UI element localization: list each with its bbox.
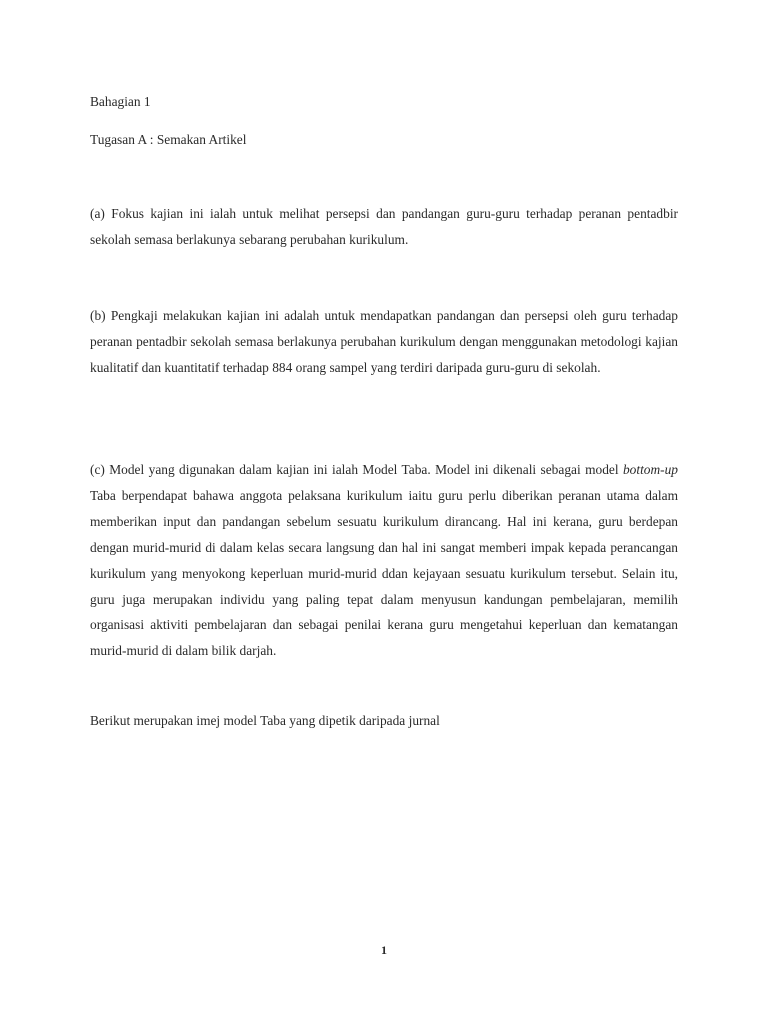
- paragraph-a: (a) Fokus kajian ini ialah untuk melihat persepsi dan pandangan guru-guru terhadap peranan pentadbir sekolah semasa berlakunya sebarang perubahan kurikulum.: [90, 206, 678, 247]
- section-title: Bahagian 1: [90, 94, 151, 109]
- page-number: 1: [381, 943, 387, 957]
- paragraph-c-italic-term: bottom-up: [622, 462, 678, 477]
- closing-line: Berikut merupakan imej model Taba yang dipetik daripada jurnal: [90, 713, 440, 728]
- paragraph-b: (b) Pengkaji melakukan kajian ini adalah untuk mendapatkan pandangan dan persepsi oleh guru terhadap peranan pentadbir sekolah semasa berlakunya perubahan kurikulum dengan menggunakan metodologi kajian kualitatif dan kuantitatif terhadap 884 orang sampel yang terdiri daripada guru-guru di sekolah.: [90, 308, 678, 375]
- paragraph-c: [90, 457, 678, 664]
- paragraph-c-rest: Taba berpendapat bahawa anggota pelaksana kurikulum iaitu guru perlu diberikan peranan utama dalam memberikan input dan pandangan sebelum sesuatu kurikulum dirancang. Hal ini kerana, guru berdepan dengan murid-murid di dalam kelas secara langsung dan hal ini sangat memberi impak kepada perancangan kurikulum yang menyokong keperluan murid-murid ddan kejayaan sesuatu kurikulum tersebut. Selain itu, guru juga merupakan individu yang paling tepat dalam menyusun kandungan pembelajaran, memilih organisasi aktiviti pembelajaran dan sebagai penilai kerana guru mengetahui keperluan dan kematangan murid-murid di dalam bilik darjah.: [90, 487, 678, 659]
- task-title: Tugasan A : Semakan Artikel: [90, 132, 247, 147]
- paragraph-c-start: (c) Model yang digunakan dalam kajian ini ialah Model Taba. Model ini dikenali sebagai model: [90, 462, 623, 477]
